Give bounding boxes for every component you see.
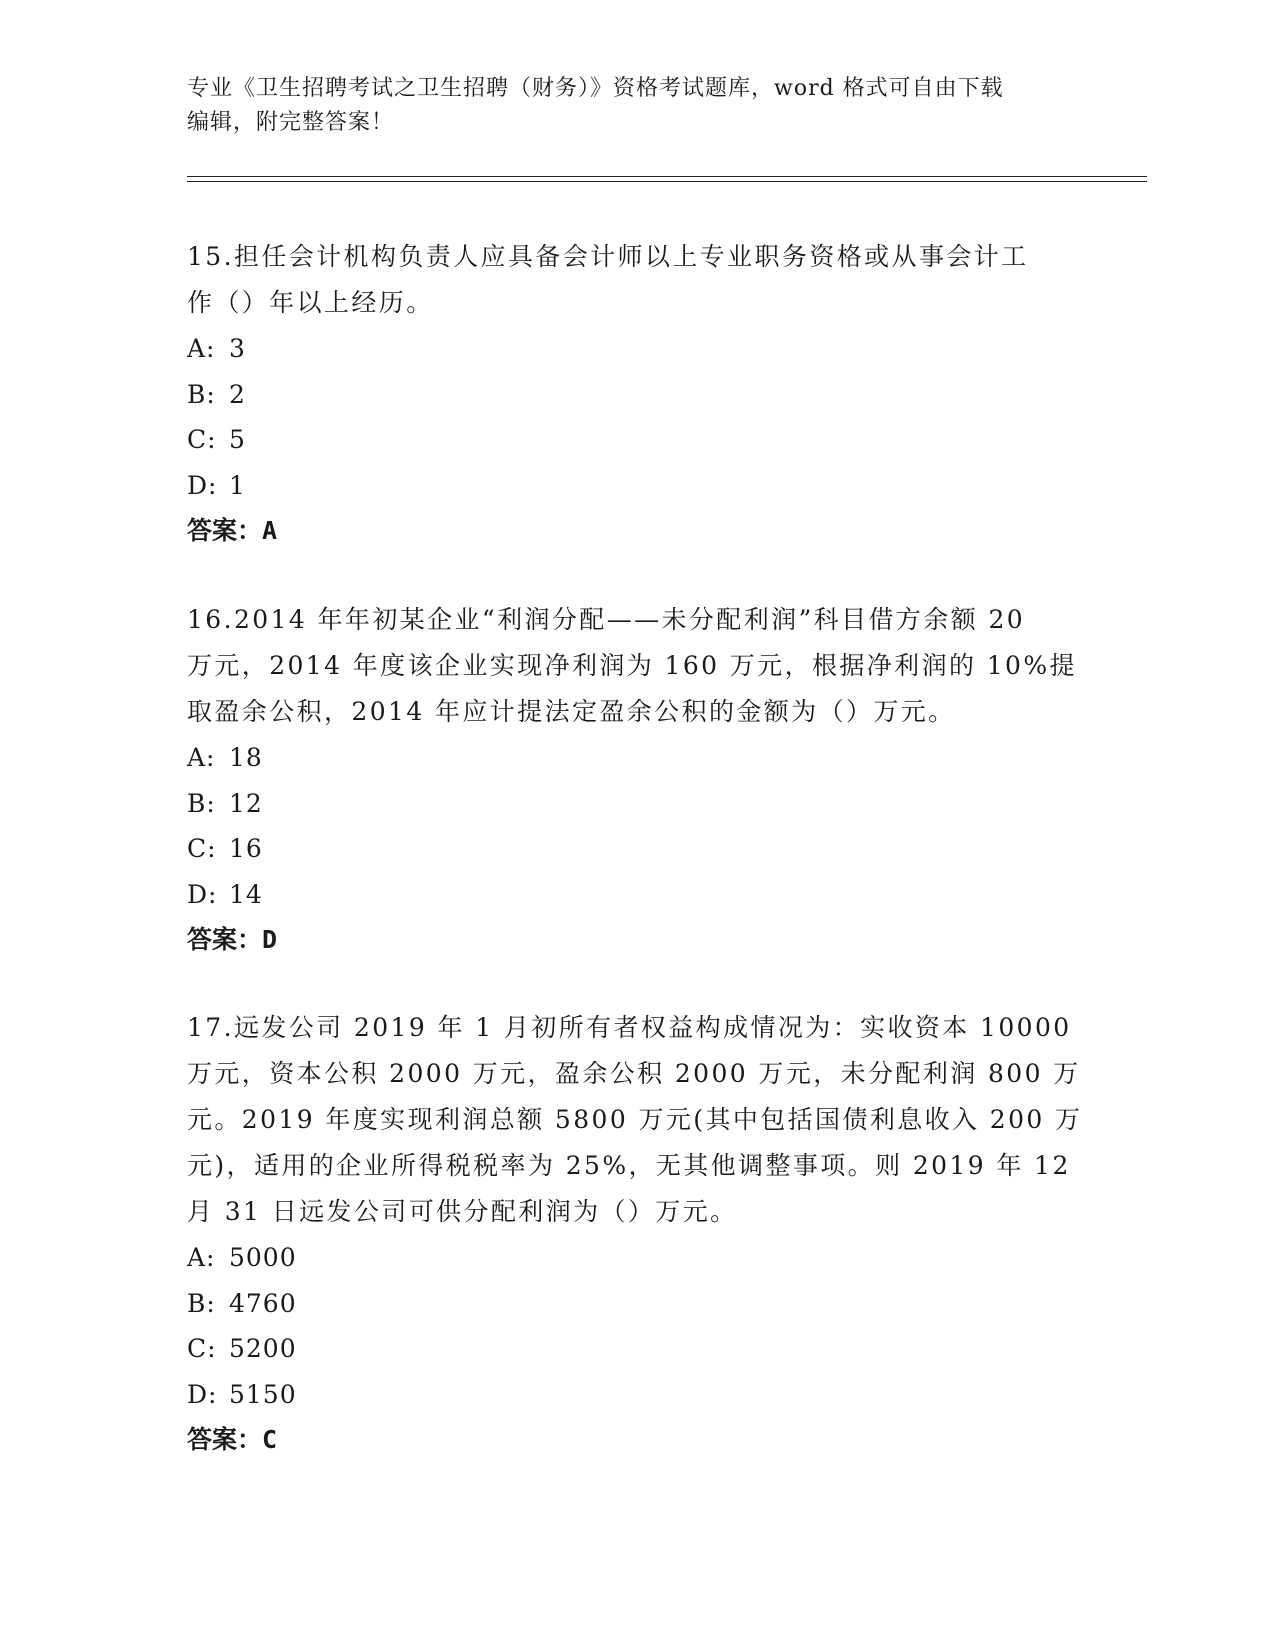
option-value: 5000 — [229, 1243, 297, 1272]
option-d — [187, 463, 1087, 509]
question-text-line: 万元，资本公积 2000 万元，盈余公积 2000 万元，未分配利润 800 万 — [187, 1059, 1081, 1088]
answer-line: 答案：D — [187, 925, 278, 954]
option-letter: B: — [187, 788, 216, 818]
option-letter: A: — [187, 334, 216, 363]
option-c — [187, 1326, 1087, 1372]
option-a — [187, 735, 1087, 781]
option-letter: D: — [187, 879, 218, 909]
option-letter: B: — [187, 379, 216, 409]
option-value: 4760 — [229, 1288, 297, 1318]
question-16 — [187, 597, 1087, 963]
option-value: 14 — [229, 879, 263, 909]
question-text-line: 月 31 日远发公司可供分配利润为（）万元。 — [187, 1197, 738, 1226]
option-value: 12 — [229, 788, 263, 818]
question-17 — [187, 1005, 1087, 1463]
option-letter: C: — [187, 1334, 217, 1363]
option-value: 16 — [229, 834, 263, 863]
option-letter: C: — [187, 834, 217, 863]
option-a — [187, 1235, 1087, 1281]
question-15 — [187, 234, 1087, 554]
header-line-2: 编辑，附完整答案！ — [187, 110, 395, 135]
document-header — [187, 72, 1067, 140]
option-d — [187, 872, 1087, 918]
option-b — [187, 1281, 1087, 1327]
option-letter: A: — [187, 743, 216, 772]
option-c — [187, 417, 1087, 463]
option-letter: C: — [187, 425, 217, 454]
question-text-line: 元。2019 年度实现利润总额 5800 万元(其中包括国债利息收入 200 万 — [187, 1105, 1083, 1134]
question-text-line: 万元，2014 年度该企业实现净利润为 160 万元，根据净利润的 10%提 — [187, 651, 1077, 680]
option-b — [187, 372, 1087, 418]
header-line-1: 专业《卫生招聘考试之卫生招聘（财务）》资格考试题库，word 格式可自由下载 — [187, 76, 1004, 101]
option-value: 18 — [229, 743, 263, 772]
question-text-line: 作（）年以上经历。 — [187, 288, 434, 317]
option-value: 1 — [229, 470, 246, 500]
option-letter: D: — [187, 1379, 218, 1409]
option-value: 5150 — [229, 1379, 297, 1409]
answer-line: 答案：C — [187, 1425, 278, 1454]
question-text-line: 17.远发公司 2019 年 1 月初所有者权益构成情况为：实收资本 10000 — [187, 1013, 1072, 1042]
option-d — [187, 1372, 1087, 1418]
header-divider-bottom — [187, 181, 1147, 182]
option-letter: B: — [187, 1288, 216, 1318]
option-letter: D: — [187, 470, 218, 500]
option-a — [187, 326, 1087, 372]
question-text-line: 15.担任会计机构负责人应具备会计师以上专业职务资格或从事会计工 — [187, 242, 1029, 271]
option-c — [187, 826, 1087, 872]
question-text-line: 元)，适用的企业所得税税率为 25%，无其他调整事项。则 2019 年 12 — [187, 1151, 1071, 1180]
question-text-line: 取盈余公积，2014 年应计提法定盈余公积的金额为（）万元。 — [187, 697, 956, 726]
option-value: 3 — [229, 334, 246, 363]
answer-line: 答案：A — [187, 516, 278, 545]
option-value: 5 — [229, 425, 246, 454]
option-b — [187, 781, 1087, 827]
question-text-line: 16.2014 年年初某企业“利润分配——未分配利润”科目借方余额 20 — [187, 605, 1026, 634]
header-divider-top — [187, 176, 1147, 177]
option-letter: A: — [187, 1243, 216, 1272]
option-value: 2 — [229, 379, 246, 409]
option-value: 5200 — [229, 1334, 297, 1363]
